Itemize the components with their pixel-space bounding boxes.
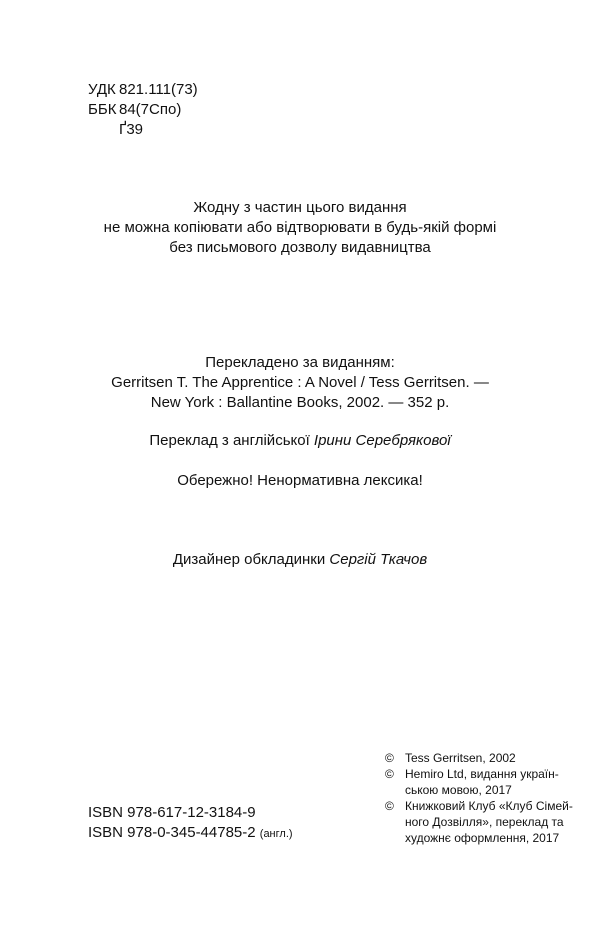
bbk-label: ББК bbox=[88, 101, 117, 118]
language-warning bbox=[0, 471, 600, 491]
copyright-entry-line: художнє оформлення, 2017 bbox=[405, 831, 560, 845]
copyright-notice-line: Жодну з частин цього видання bbox=[193, 199, 407, 216]
isbn-english-row bbox=[88, 823, 293, 844]
original-edition-line: New York : Ballantine Books, 2002. — 352 p. bbox=[150, 394, 450, 411]
isbn-english-note: (англ.) bbox=[259, 828, 293, 840]
author-sign-row bbox=[88, 120, 198, 140]
copyright-entry bbox=[385, 798, 573, 846]
translator-name: Ірини Серебрякової bbox=[313, 432, 451, 449]
copyright-entry bbox=[385, 750, 565, 766]
udk-label: УДК bbox=[88, 81, 116, 98]
copyright-notice-line: не можна копіювати або відтворювати в будь-якій формі bbox=[103, 219, 497, 236]
copyright-sign: © bbox=[385, 767, 394, 781]
designer-line bbox=[0, 550, 600, 570]
isbn-ukrainian: ISBN 978-617-12-3184-9 bbox=[88, 804, 256, 821]
udk-value: 821.111(73) bbox=[119, 81, 198, 98]
copyright-notice-line: без письмового дозволу видавництва bbox=[169, 239, 431, 256]
designer-prefix: Дизайнер обкладинки bbox=[172, 551, 330, 568]
copyright-entry-line: Hemiro Ltd, видання україн- bbox=[405, 767, 559, 781]
warning-text: Обережно! Ненормативна лексика! bbox=[177, 472, 423, 489]
original-edition-line: Gerritsen T. The Apprentice : A Novel / Tess Gerritsen. — bbox=[111, 374, 489, 391]
copyright-entry-line: ного Дозвілля», переклад та bbox=[405, 815, 564, 829]
translator-line bbox=[0, 431, 600, 451]
isbn-block bbox=[88, 803, 293, 844]
bbk-value: 84(7Спо) bbox=[119, 101, 182, 118]
copyright-entry-text bbox=[405, 750, 565, 766]
udk-row bbox=[88, 80, 198, 100]
designer-name: Сергій Ткачов bbox=[329, 551, 428, 568]
translator-prefix: Переклад з англійської bbox=[149, 432, 314, 449]
designer-credit bbox=[0, 550, 600, 570]
isbn-english: ISBN 978-0-345-44785-2 bbox=[88, 824, 256, 841]
copyright-entry-line: Tess Gerritsen, 2002 bbox=[405, 751, 516, 765]
original-edition-line: Перекладено за виданням: bbox=[205, 354, 395, 371]
copyright-entry-line: ською мовою, 2017 bbox=[405, 783, 512, 797]
bbk-row bbox=[88, 100, 198, 120]
copyright-sign: © bbox=[385, 751, 394, 765]
original-edition-info bbox=[0, 353, 600, 413]
copyright-entry bbox=[385, 766, 565, 798]
copyright-entry-text bbox=[405, 766, 565, 798]
author-sign: Ґ39 bbox=[119, 121, 144, 138]
classification-block bbox=[88, 80, 198, 140]
copyright-notice bbox=[0, 198, 600, 258]
copyright-sign: © bbox=[385, 799, 394, 813]
copyright-list bbox=[385, 750, 573, 846]
translator-credit bbox=[0, 431, 600, 451]
copyright-entry-text bbox=[405, 798, 573, 846]
copyright-entry-line: Книжковий Клуб «Клуб Сімей- bbox=[405, 799, 573, 813]
